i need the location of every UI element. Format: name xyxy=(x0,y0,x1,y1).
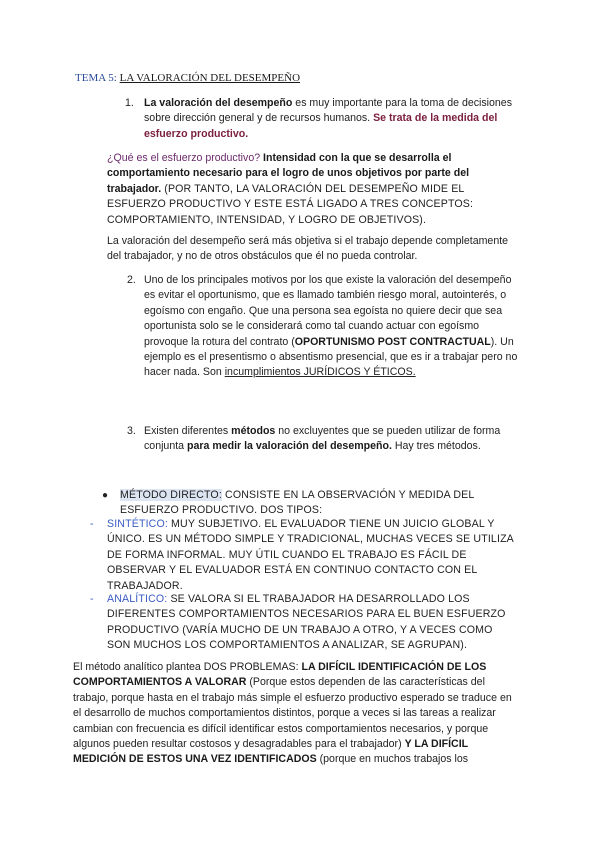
subtype-analitico-label: ANALÍTICO: xyxy=(107,593,168,605)
method-direct-label: MÉTODO DIRECTO: xyxy=(120,489,222,501)
question-answer: Intensidad con la que se desarrolla el comportamiento necesario para el logro de unos objetivos por parte del trabajador. xyxy=(107,152,470,195)
item-1-text xyxy=(144,96,516,142)
title-prefix: TEMA 5: xyxy=(75,72,120,84)
item-3-body-a: Existen diferentes xyxy=(144,425,232,437)
subtype-analitico-text: SE VALORA SI EL TRABAJADOR HA DESARROLLADO LOS DIFERENTES COMPORTAMIENTOS NECESARIOS PARA EL BUEN ESFUERZO PRODUCTIVO (VARÍA MUCHO DE UN TRABAJO A OTRO, Y A VECES COMO SON MUCHOS LOS COMPORTAMIENTOS A ANALIZAR, SE AGRUPAN). xyxy=(107,593,506,652)
subtype-sintetico-text: MUY SUBJETIVO. EL EVALUADOR TIENE UN JUICIO GLOBAL Y ÚNICO. ES UN MÉTODO SIMPLE Y TRADICIONAL, MUCHAS VECES SE UTILIZA DE FORMA INFORMAL. MUY ÚTIL CUANDO EL TRABAJO ES FÁCIL DE OBSERVAR Y EL EVALUADOR ESTÁ EN CONTINUO CONTACTO CON EL TRABAJADOR. xyxy=(107,518,514,592)
final-bold-b: Y LA DIFÍCIL MEDICIÓN DE ESTOS UNA VEZ IDENTIFICADOS xyxy=(73,738,468,766)
item-3-bold-b: para medir la valoración del desempeño. xyxy=(187,440,392,453)
item-3-bold-a: métodos xyxy=(231,425,276,437)
objective-paragraph: La valoración del desempeño será más objetiva si el trabajo depende completamente del trabajador, y no de otros obstáculos que él no pueda controlar. xyxy=(107,235,509,263)
item-1-bold-lead: La valoración del desempeño xyxy=(144,97,293,109)
item-1-highlight: Se trata de la medida del esfuerzo productivo. xyxy=(144,112,498,140)
dash-icon: - xyxy=(90,593,94,605)
item-1-number: 1. xyxy=(125,97,134,109)
item-2-body-b: ). Un ejemplo es el presentismo o absentismo presencial, que es ir a trabajar pero no hacer nada. Son xyxy=(144,335,518,379)
item-3-body-c: Hay tres métodos. xyxy=(391,440,481,453)
item-2-body-a: Uno de los principales motivos por los que existe la valoración del desempeño es evitar el oportunismo, que es llamado también riesgo moral, autointerés, o egoísmo con engaño. Que una persona sea egoísta no quiere decir que sea oportunista solo se le considerará como tal cuando actuar con egoísmo provoque la rotura del contrato ( xyxy=(144,274,512,348)
question-text: ¿Qué es el esfuerzo productivo? xyxy=(107,152,261,164)
item-2-number: 2. xyxy=(127,274,136,286)
method-direct-text: CONSISTE EN LA OBSERVACIÓN Y MEDIDA DEL ESFUERZO PRODUCTIVO. DOS TIPOS: xyxy=(120,489,475,517)
final-body-c: (porque en muchos trabajos los xyxy=(316,753,469,766)
item-2-underlined: incumplimientos JURÍDICOS Y ÉTICOS. xyxy=(224,366,416,379)
item-1-body: es muy importante para la toma de decisiones sobre dirección general y de recursos humanos. xyxy=(144,97,512,125)
title-main: LA VALORACIÓN DEL DESEMPEÑO xyxy=(119,72,301,84)
item-2-bold: OPORTUNISMO POST CONTRACTUAL xyxy=(294,335,491,348)
subtype-sintetico xyxy=(107,517,517,594)
page-title xyxy=(75,71,300,86)
method-direct xyxy=(120,488,492,519)
bullet-icon: ● xyxy=(102,490,109,501)
question-caps: (POR TANTO, LA VALORACIÓN DEL DESEMPEÑO MIDE EL ESFUERZO PRODUCTIVO Y ESTE ESTÁ LIGADO A TRES CONCEPTOS: COMPORTAMIENTO, INTENSIDAD, Y LOGRO DE OBJETIVOS). xyxy=(107,182,474,226)
item-3-number: 3. xyxy=(127,425,136,437)
final-bold-a: LA DIFÍCIL IDENTIFICACIÓN DE LOS COMPORTAMIENTOS A VALORAR xyxy=(73,661,487,689)
subtype-sintetico-label: SINTÉTICO: xyxy=(107,518,168,530)
final-paragraph xyxy=(73,660,520,768)
item-2-text xyxy=(144,273,524,381)
item-3-text xyxy=(144,424,524,455)
question-paragraph xyxy=(107,151,500,228)
final-body-b: (Porque estos dependen de las características del trabajo, porque hasta en el trabajo más simple el esfuerzo productivo esperado se traduce en el desarrollo de muchos comportamientos distintos, porque a veces si las tareas a realizar cambian con frecuencia es difícil identificar estos comportamientos necesarios, y porque algunos pueden resultar costosos y desagradables para el trabajador) xyxy=(73,676,512,751)
subtype-analitico xyxy=(107,592,517,654)
item-3-body-b: no excluyentes que se pueden utilizar de forma conjunta xyxy=(144,425,501,453)
dash-icon: - xyxy=(90,518,94,530)
final-body-a: El método analítico plantea DOS PROBLEMAS: xyxy=(73,661,302,673)
